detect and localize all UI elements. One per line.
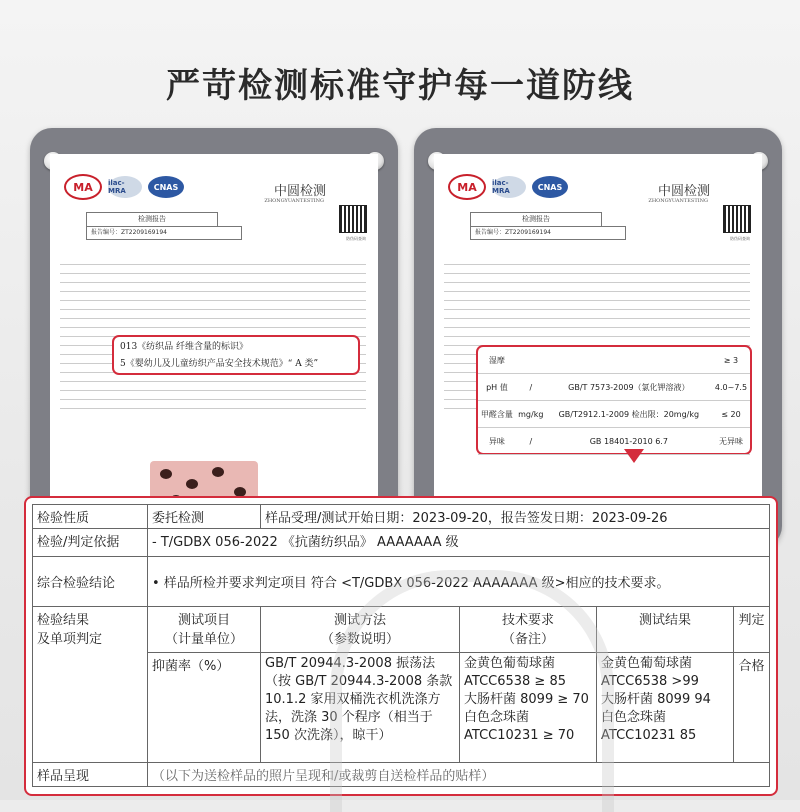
cell: ≤ 20 bbox=[712, 401, 750, 428]
cell bbox=[546, 347, 712, 374]
ilac-mra-logo-icon: ilac-MRA bbox=[492, 176, 526, 198]
right-report-paper bbox=[434, 154, 762, 534]
header-line: （备注） bbox=[501, 632, 554, 647]
header-line: 技术要求 bbox=[501, 613, 554, 628]
certification-logos bbox=[64, 172, 184, 202]
cell: pH 值 bbox=[478, 374, 516, 401]
table-row bbox=[478, 401, 750, 428]
req-line: 白色念珠菌 bbox=[464, 710, 530, 725]
row-label: 检验/判定依据 bbox=[33, 529, 148, 557]
cell: GB 18401-2010 6.7 bbox=[546, 428, 712, 455]
cell bbox=[460, 653, 597, 763]
table-row bbox=[33, 557, 770, 607]
report-title: 检测报告 bbox=[470, 212, 602, 227]
row-label: 样品呈现 bbox=[33, 763, 148, 787]
header-line: 测试方法 bbox=[333, 613, 386, 628]
org-name-en: ZHONGYUANTESTING bbox=[264, 198, 324, 204]
org-name-en: ZHONGYUANTESTING bbox=[648, 198, 708, 204]
req-line: 大肠杆菌 8099 ≥ 70 bbox=[464, 692, 589, 707]
cnas-logo-icon: CNAS bbox=[148, 176, 184, 198]
cell: 抑菌率（%） bbox=[148, 653, 261, 763]
cell: • 样品所检并要求判定项目 符合 <T/GDBX 056-2022 AAAAAAA 级>相应的技术要求。 bbox=[148, 557, 770, 607]
req-line: ATCC10231 ≥ 70 bbox=[464, 728, 575, 743]
column-header bbox=[460, 607, 597, 653]
ilac-mra-logo-icon: ilac-MRA bbox=[108, 176, 142, 198]
left-standard-callout bbox=[112, 335, 360, 375]
cell: 委托检测 bbox=[148, 505, 261, 529]
cell: - T/GDBX 056-2022 《抗菌纺织品》 AAAAAAA 级 bbox=[148, 529, 770, 557]
cell: 湿摩 bbox=[478, 347, 516, 374]
table-row bbox=[478, 347, 750, 374]
cnas-logo-icon: CNAS bbox=[532, 176, 568, 198]
test-summary-card bbox=[24, 496, 778, 796]
req-line: ATCC6538 ≥ 85 bbox=[464, 674, 567, 689]
cell: GB/T 20944.3-2008 振荡法（按 GB/T 20944.3-2008 条款 10.1.2 家用双桶洗衣机洗涤方法，洗涤 30 个程序（相当于 150 次洗涤），晾干） bbox=[261, 653, 460, 763]
right-results-callout bbox=[476, 345, 752, 455]
header-line: （计量单位） bbox=[164, 632, 243, 647]
qr-code-icon bbox=[340, 206, 366, 232]
header-line: 测试项目 bbox=[177, 613, 230, 628]
table-row bbox=[33, 763, 770, 787]
report-body-lines bbox=[60, 256, 366, 409]
test-summary-table bbox=[32, 504, 770, 787]
row-label: 检验性质 bbox=[33, 505, 148, 529]
table-row bbox=[478, 428, 750, 455]
org-name: 中圆检测 bbox=[273, 184, 326, 199]
cell: / bbox=[516, 374, 546, 401]
table-row bbox=[478, 374, 750, 401]
req-line: 金黄色葡萄球菌 bbox=[464, 656, 556, 671]
cell: 4.0~7.5 bbox=[712, 374, 750, 401]
table-row bbox=[33, 529, 770, 557]
callout-line: 5《婴幼儿及儿童纺织产品安全技术规范》“ A 类” bbox=[120, 359, 319, 369]
cell: 无异味 bbox=[712, 428, 750, 455]
table-row bbox=[33, 607, 770, 653]
cell: / bbox=[516, 428, 546, 455]
header-line: （参数说明） bbox=[320, 632, 399, 647]
cell: （以下为送检样品的照片呈现和/或裁剪自送检样品的贴样） bbox=[148, 763, 770, 787]
column-header: 测试结果 bbox=[597, 607, 734, 653]
qr-hint: 防伪码查询 bbox=[730, 236, 750, 241]
label-line: 检验结果 bbox=[37, 613, 90, 628]
qr-hint: 防伪码查询 bbox=[346, 236, 366, 241]
row-label bbox=[33, 607, 148, 763]
page-headline: 严苛检测标准守护每一道防线 bbox=[166, 66, 634, 106]
judgement-cell: 合格 bbox=[734, 653, 770, 763]
column-header: 判定 bbox=[734, 607, 770, 653]
cell: GB/T 7573-2009（氯化钾溶液） bbox=[546, 374, 712, 401]
cell: GB/T2912.1-2009 检出限：20mg/kg bbox=[546, 401, 712, 428]
result-line: 大肠杆菌 8099 94 bbox=[601, 692, 711, 707]
cell: 异味 bbox=[478, 428, 516, 455]
callout-line: 013《纺织品 纤维含量的标识》 bbox=[120, 342, 249, 352]
certification-logos bbox=[448, 172, 568, 202]
cell: 甲醛含量 bbox=[478, 401, 516, 428]
result-line: ATCC10231 85 bbox=[601, 728, 697, 743]
ma-logo-icon: MA bbox=[64, 174, 102, 200]
result-line: 金黄色葡萄球菌 bbox=[601, 656, 693, 671]
report-title: 检测报告 bbox=[86, 212, 218, 227]
cell bbox=[597, 653, 734, 763]
cell: mg/kg bbox=[516, 401, 546, 428]
column-header bbox=[148, 607, 261, 653]
right-report-board bbox=[414, 128, 782, 548]
table-row bbox=[33, 505, 770, 529]
ma-logo-icon: MA bbox=[448, 174, 486, 200]
org-name: 中圆检测 bbox=[657, 184, 710, 199]
result-line: 白色念珠菌 bbox=[601, 710, 667, 725]
row-label: 综合检验结论 bbox=[33, 557, 148, 607]
report-number: 报告编号：ZT2209169194 bbox=[470, 226, 626, 240]
cell: 样品受理/测试开始日期：2023-09-20，报告签发日期：2023-09-26 bbox=[261, 505, 770, 529]
callout-pointer-icon bbox=[624, 449, 644, 463]
cell bbox=[516, 347, 546, 374]
cell: ≥ 3 bbox=[712, 347, 750, 374]
column-header bbox=[261, 607, 460, 653]
label-line: 及单项判定 bbox=[37, 632, 103, 647]
result-line: ATCC6538 >99 bbox=[601, 674, 699, 689]
report-number: 报告编号：ZT2209169194 bbox=[86, 226, 242, 240]
qr-code-icon bbox=[724, 206, 750, 232]
